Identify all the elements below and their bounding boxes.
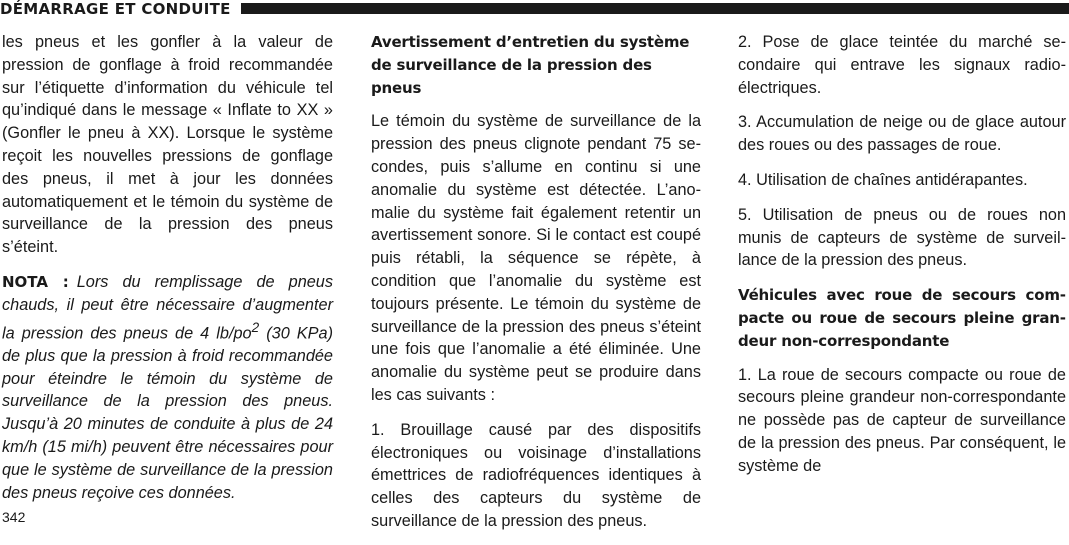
- list-item-snow-ice: 3. Accumulation de neige ou de glace autour des roues ou des passages de roue.: [738, 113, 1066, 155]
- note-text-part1: Lors du remplissage de pneus chauds, il peut être nécessaire d’augmenter la pression des pneus de 4 lb/po: [2, 272, 334, 342]
- note-text-part2: (30 KPa) de plus que la pression à froid recommandée pour éteindre le témoin du système de surveillance de la pression des pneus. Jusqu’à 20 minutes de conduite à plus de 24 km/h (15 mi/h) peuvent être nécessaires pour que le système de surveillance de la pression des pneus reçoive ces données.: [2, 323, 334, 502]
- header-rule: [240, 3, 1069, 14]
- list-item-tinted-glass: 2. Pose de glace teintée du marché secondaire qui entrave les signaux radioélectriques.: [738, 33, 1066, 97]
- heading-spare-tire: Véhicules avec roue de secours compacte ou roue de secours pleine grandeur non-correspondante: [738, 286, 1066, 350]
- column-left: [2, 31, 333, 516]
- list-item-snow-chains: 4. Utilisation de chaînes antidérapantes.: [738, 170, 1028, 189]
- list-item-interference: 1. Brouillage causé par des dispositifs électroniques ou voisinage d’installations émettrices de radiofréquences identiques à celles des capteurs du système de surveillance de la pression des pneus.: [371, 420, 701, 530]
- page-number: 342: [2, 509, 26, 525]
- list-item-compact-spare: 1. La roue de secours compacte ou roue de secours pleine grandeur non-correspondante ne possède pas de capteur de surveillance de la pression des pneus. Par conséquent, le système de: [738, 365, 1066, 475]
- note-superscript: 2: [251, 319, 260, 335]
- section-title: DÉMARRAGE ET CONDUITE: [0, 0, 241, 20]
- paragraph-tpms-fault: Le témoin du système de surveillance de la pression des pneus clignote pendant 75 secondes, puis s’allume en continu si une anomalie du système est détectée. L’anomalie du système fait également retentir un avertissement sonore. Si le contact est coupé puis rétabli, la séquence se répète, à condition que l’anomalie du système est toujours présente. Le témoin du système de surveillance de la pression des pneus s’éteint une fois que l’anomalie a été éliminée. Une anomalie du système peut se produire dans les cas suivants :: [371, 112, 701, 404]
- paragraph-inflation-update: les pneus et les gonfler à la valeur de pression de gonflage à froid recommandée sur l’étiquette d’information du véhicule tel qu’indiqué dans le message « Inflate to XX » (Gonfler le pneu à XX). Lorsque le système reçoit les nouvelles pressions de gonflage des pneus, il met à jour les données automatiquement et le témoin du système de surveillance de la pression des pneus s’éteint.: [2, 33, 333, 257]
- note-warm-tires: [2, 271, 333, 504]
- note-label: NOTA :: [2, 272, 69, 291]
- column-right: [738, 31, 1066, 490]
- heading-tpms-service-warning: Avertissement d’entretien du système de surveillance de la pression des pneus: [371, 33, 690, 97]
- page-header: [0, 0, 1069, 20]
- list-item-no-sensor-wheels: 5. Utilisation de pneus ou de roues non munis de capteurs de système de surveillance de la pression des pneus.: [738, 205, 1066, 270]
- column-middle: [371, 31, 701, 545]
